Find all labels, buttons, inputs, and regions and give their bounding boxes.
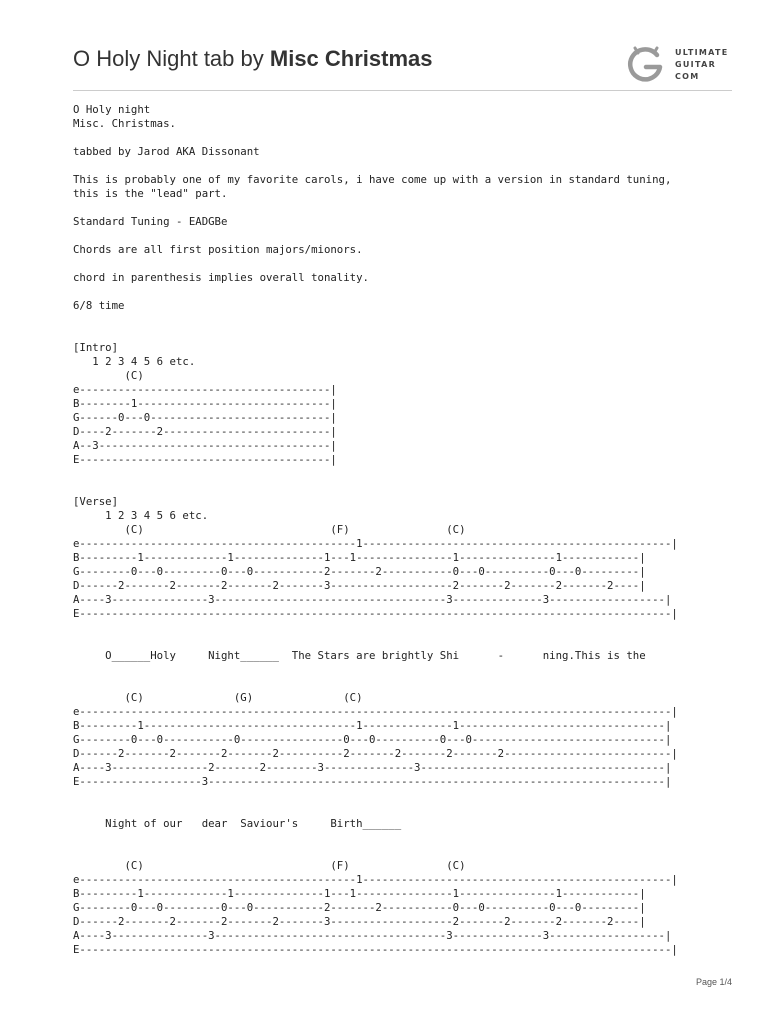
artist-name: Misc Christmas: [269, 46, 433, 71]
page-header: [73, 40, 732, 91]
ultimate-guitar-logo: [626, 42, 732, 84]
tab-content: O Holy night Misc. Christmas. tabbed by Jarod AKA Dissonant This is probably one of my favorite carols, i have come up with a version in standard tuning, this is the "lead" part. Standard Tuning - EADGBe Chords are all first position majors/mionors. chord in parenthesis implies overall tonality. 6/8 time [Intro] 1 2 3 4 5 6 etc. (C) e---------------------------------------| B--------1------------------------------| G------0---0----------------------------| D----2-------2--------------------------| A--3------------------------------------| E---------------------------------------| [Verse] 1 2 3 4 5 6 etc. (C) (F) (C) e-------------------------------------------1------------------------------------------------| B---------1-------------1--------------1---1---------------1---------------1------------| G--------0---0---------0---0-----------2-------2-----------0---0----------0---0---------| D------2-------2-------2-------2-------3-------------------2-------2-------2-------2----| A----3---------------3------------------------------------3--------------3------------------| E--------------------------------------------------------------------------------------------| O______Holy Night______ The Stars are brightly Shi - ning.This is the (C) (G) (C) e--------------------------------------------------------------------------------------------| B---------1---------------------------------1--------------1--------------------------------| G--------0---0-----------0----------------0---0----------0---0------------------------------| D------2-------2-------2-------2----------2-------2-------2-------2--------------------------| A----3---------------2-------2--------3--------------3--------------------------------------| E-------------------3-----------------------------------------------------------------------| Night of our dear Saviour's Birth______ (C) (F) (C) e-------------------------------------------1------------------------------------------------| B---------1-------------1--------------1---1---------------1---------------1------------| G--------0---0---------0---0-----------2-------2-----------0---0----------0---0---------| D------2-------2-------2-------2-------3-------------------2-------2-------2-------2----| A----3---------------3------------------------------------3--------------3------------------| E--------------------------------------------------------------------------------------------|: [73, 103, 678, 956]
logo-wordmark: [675, 47, 729, 83]
page-number: Page 1/4: [695, 977, 732, 987]
logo-line-2: GUITAR: [675, 60, 717, 69]
song-title: O Holy Night tab by: [73, 46, 270, 71]
guitar-pick-logo-icon: [626, 42, 666, 84]
logo-line-1: ULTIMATE: [675, 48, 729, 57]
logo-line-3: COM: [675, 72, 700, 81]
page-title: [73, 46, 433, 72]
